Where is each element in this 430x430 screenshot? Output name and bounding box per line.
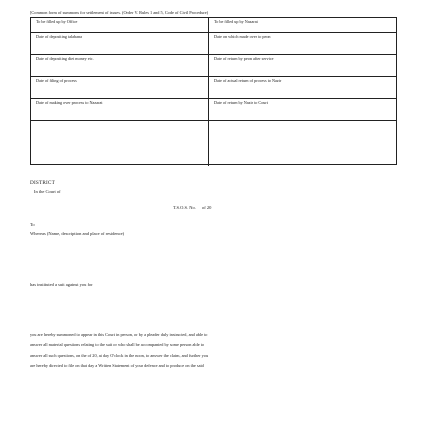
summons-paragraph (30, 330, 412, 371)
office-nazarat-table (30, 17, 397, 165)
table-row (31, 18, 396, 33)
table-cell-left (31, 121, 209, 166)
court-label: In the Court of (34, 189, 61, 194)
table-cell-right (209, 121, 398, 166)
paragraph-line: answer all material questions relating to the suit or who shall be accompanied by some person able to (30, 342, 205, 348)
suit-year-label: of 20 (202, 205, 212, 210)
table-cell-right: Date of return by Nazir to Court (214, 100, 268, 105)
document-heading: [Common form of summons for settlement of issues. (Order V. Rules 1 and 5, Code of Civil Procedure) (30, 10, 209, 15)
table-cell-left: Date of filing of process (31, 77, 209, 98)
table-cell-right: Date on which made over to peon (214, 34, 271, 39)
table-cell-right: Date of actual return of process to Nazir (214, 78, 282, 83)
district-label: DISTRICT (30, 180, 55, 186)
table-cell-left: To be filled up by Office (31, 18, 209, 32)
whereas-clause: Whereas (Name, description and place of residence) (30, 231, 125, 236)
paragraph-line: you are hereby summoned to appear in this Court in person, or by a pleader duly instructed, and able to (30, 332, 208, 337)
table-row (31, 77, 396, 99)
paragraph-line: answer all such questions, on the of 20, at day O'clock in the noon, to answer the claim, and further you (30, 352, 209, 358)
addressee-label: To (30, 222, 35, 227)
table-cell-right: To be filled up by Nazarat (214, 19, 258, 24)
table-cell-left: Date of making over process to Nazarat (31, 99, 209, 120)
table-row (31, 33, 396, 55)
table-cell-left: Date of depositing talabana (31, 33, 209, 54)
paragraph-line: are hereby directed to file on that day a Written Statement of your defence and to produce on the said (30, 362, 204, 368)
table-row (31, 99, 396, 121)
table-row (31, 55, 396, 77)
table-cell-left: Date of depositing diet money etc. (31, 55, 209, 76)
table-row (31, 121, 396, 166)
instituted-clause: has instituted a suit against you for (30, 282, 93, 287)
table-cell-right: Date of return by peon after service (214, 56, 274, 61)
suit-number-label: T.S.O.S. No. (173, 205, 196, 210)
